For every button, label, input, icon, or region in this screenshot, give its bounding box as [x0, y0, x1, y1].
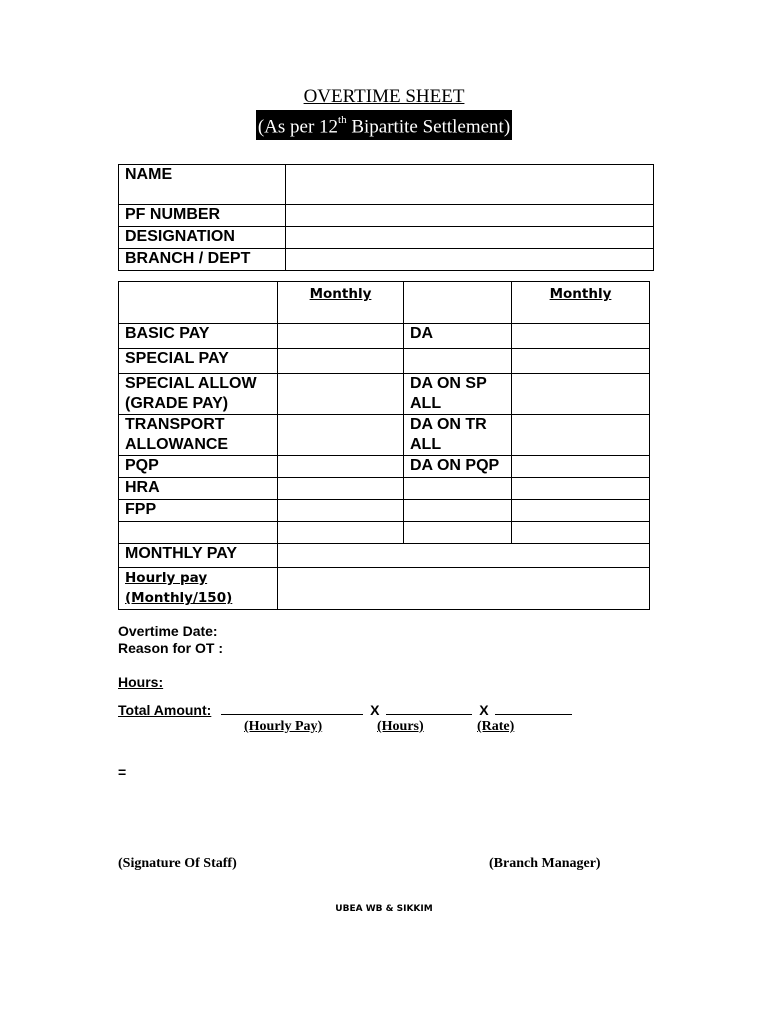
blank-label	[119, 522, 278, 544]
branch-manager-label: (Branch Manager)	[489, 856, 601, 871]
hourly-pay-blank[interactable]	[221, 702, 363, 715]
blank-label	[404, 500, 512, 522]
da-on-tr-all-label: DA ON TR ALL	[404, 415, 512, 456]
blank-label	[404, 349, 512, 374]
special-pay-field[interactable]	[278, 349, 404, 374]
footer: UBEA WB & SIKKIM	[335, 904, 433, 914]
page-subtitle	[256, 110, 512, 140]
table-row	[119, 165, 654, 205]
multiply-sign: X	[370, 702, 380, 718]
hra-label: HRA	[119, 478, 278, 500]
equals-sign: =	[118, 764, 127, 780]
table-row	[119, 349, 650, 374]
name-label: NAME	[119, 165, 286, 205]
table-row	[119, 500, 650, 522]
branch-dept-field[interactable]	[286, 249, 654, 271]
hours-caption-text: (Hours)	[377, 719, 424, 734]
da-on-pqp-label: DA ON PQP	[404, 456, 512, 478]
hra-field[interactable]	[278, 478, 404, 500]
hours-caption	[377, 719, 424, 735]
blank-field[interactable]	[512, 349, 650, 374]
table-row	[119, 324, 650, 349]
table-row	[119, 478, 650, 500]
hourly-pay-caption	[244, 719, 322, 735]
table-row	[119, 249, 654, 271]
blank-field[interactable]	[512, 478, 650, 500]
page-title: OVERTIME SHEET	[303, 86, 465, 107]
table-row	[119, 282, 650, 324]
blank-label	[404, 478, 512, 500]
hourly-pay-label	[119, 568, 278, 610]
transport-allowance-field[interactable]	[278, 415, 404, 456]
hourly-pay-label-line2: (Monthly/150)	[125, 590, 233, 606]
fpp-field[interactable]	[278, 500, 404, 522]
hourly-pay-label-line1: Hourly pay	[125, 570, 208, 586]
fpp-label: FPP	[119, 500, 278, 522]
pay-table	[118, 281, 650, 610]
pf-number-label: PF NUMBER	[119, 205, 286, 227]
designation-label: DESIGNATION	[119, 227, 286, 249]
da-label: DA	[404, 324, 512, 349]
da-on-pqp-field[interactable]	[512, 456, 650, 478]
blank-field[interactable]	[278, 522, 404, 544]
staff-signature-label: (Signature Of Staff)	[118, 856, 237, 871]
hours-label: Hours:	[118, 674, 164, 690]
table-row	[119, 374, 650, 415]
table-row	[119, 522, 650, 544]
table-row	[119, 544, 650, 568]
table-row	[119, 227, 654, 249]
basic-pay-field[interactable]	[278, 324, 404, 349]
monthly-header-right: Monthly	[512, 282, 650, 324]
overtime-date-label: Overtime Date:	[118, 623, 218, 639]
name-field[interactable]	[286, 165, 654, 205]
da-on-tr-all-field[interactable]	[512, 415, 650, 456]
total-amount-row	[118, 702, 572, 718]
rate-caption	[477, 719, 514, 735]
table-row	[119, 456, 650, 478]
da-on-sp-all-label: DA ON SP ALL	[404, 374, 512, 415]
special-allow-field[interactable]	[278, 374, 404, 415]
da-on-sp-all-field[interactable]	[512, 374, 650, 415]
designation-field[interactable]	[286, 227, 654, 249]
blank-cell	[404, 282, 512, 324]
blank-cell	[119, 282, 278, 324]
pf-number-field[interactable]	[286, 205, 654, 227]
da-field[interactable]	[512, 324, 650, 349]
basic-pay-label: BASIC PAY	[119, 324, 278, 349]
table-row	[119, 205, 654, 227]
rate-blank[interactable]	[495, 702, 572, 715]
monthly-pay-field[interactable]	[278, 544, 650, 568]
subtitle-pre: (As per 12	[257, 116, 339, 138]
total-amount-label: Total Amount:	[118, 702, 212, 718]
pqp-label: PQP	[119, 456, 278, 478]
table-row	[119, 415, 650, 456]
hourly-pay-field[interactable]	[278, 568, 650, 610]
blank-label	[404, 522, 512, 544]
blank-field[interactable]	[512, 500, 650, 522]
special-pay-label: SPECIAL PAY	[119, 349, 278, 374]
reason-for-ot-label: Reason for OT :	[118, 640, 224, 656]
hourly-pay-caption-text: (Hourly Pay)	[244, 719, 323, 734]
transport-allowance-label: TRANSPORT ALLOWANCE	[119, 415, 278, 456]
multiply-sign: X	[479, 702, 489, 718]
table-row	[119, 568, 650, 610]
employee-table	[118, 164, 654, 271]
monthly-pay-label: MONTHLY PAY	[119, 544, 278, 568]
subtitle-wrap	[0, 110, 768, 140]
rate-caption-text: (Rate)	[477, 719, 515, 734]
special-allow-label: SPECIAL ALLOW (GRADE PAY)	[119, 374, 278, 415]
subtitle-post: Bipartite Settlement)	[346, 116, 511, 138]
branch-dept-label: BRANCH / DEPT	[119, 249, 286, 271]
subtitle-sup: th	[338, 114, 347, 126]
hours-blank[interactable]	[386, 702, 472, 715]
pqp-field[interactable]	[278, 456, 404, 478]
monthly-header-left: Monthly	[278, 282, 404, 324]
blank-field[interactable]	[512, 522, 650, 544]
